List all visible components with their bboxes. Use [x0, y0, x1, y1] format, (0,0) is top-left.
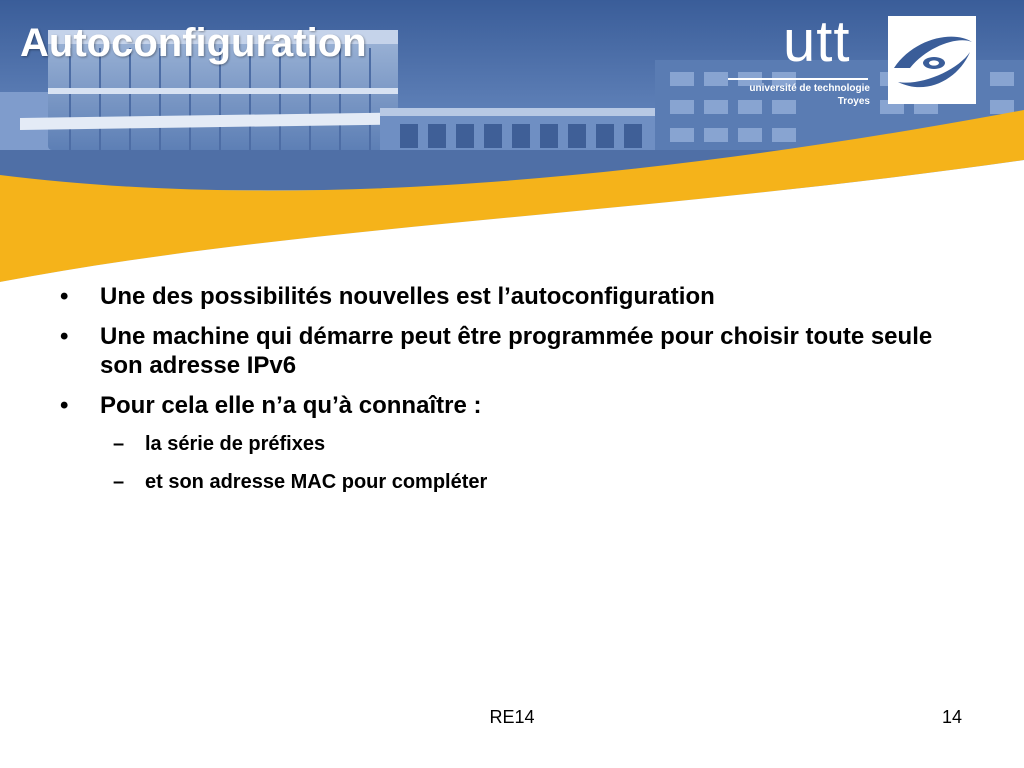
- bullet-list: [60, 282, 960, 507]
- utt-logo: [728, 9, 978, 110]
- sub-bullet-marker: –: [113, 433, 125, 455]
- page-number: 14: [941, 707, 962, 727]
- sub-bullet-text: et son adresse MAC pour compléter: [145, 471, 488, 493]
- logo-rule: [728, 78, 868, 80]
- logo-subtitle: université de technologie: [749, 83, 870, 94]
- bullet-marker: •: [60, 283, 69, 310]
- sub-bullet-item: [60, 431, 960, 457]
- bullet-text: Pour cela elle n’a qu’à connaître :: [100, 392, 482, 419]
- utt-emblem-icon: [888, 16, 976, 104]
- bullet-text: Une machine qui démarre peut être programmée pour choisir toute seule son adresse IPv6: [100, 323, 933, 379]
- footer-course-label: RE14: [489, 707, 535, 727]
- slide-title: Autoconfiguration: [20, 21, 367, 65]
- logo-wordmark: utt: [783, 9, 851, 74]
- bullet-text: Une des possibilités nouvelles est l’autoconfiguration: [100, 283, 715, 310]
- bullet-item: [60, 322, 960, 380]
- bullet-marker: •: [60, 392, 69, 419]
- sub-bullet-item: [60, 469, 960, 495]
- sub-bullet-marker: –: [113, 471, 125, 493]
- sub-bullet-text: la série de préfixes: [145, 433, 326, 455]
- bullet-marker: •: [60, 323, 69, 350]
- bullet-item: [60, 391, 960, 420]
- logo-city: Troyes: [837, 96, 870, 107]
- bullet-item: [60, 282, 960, 311]
